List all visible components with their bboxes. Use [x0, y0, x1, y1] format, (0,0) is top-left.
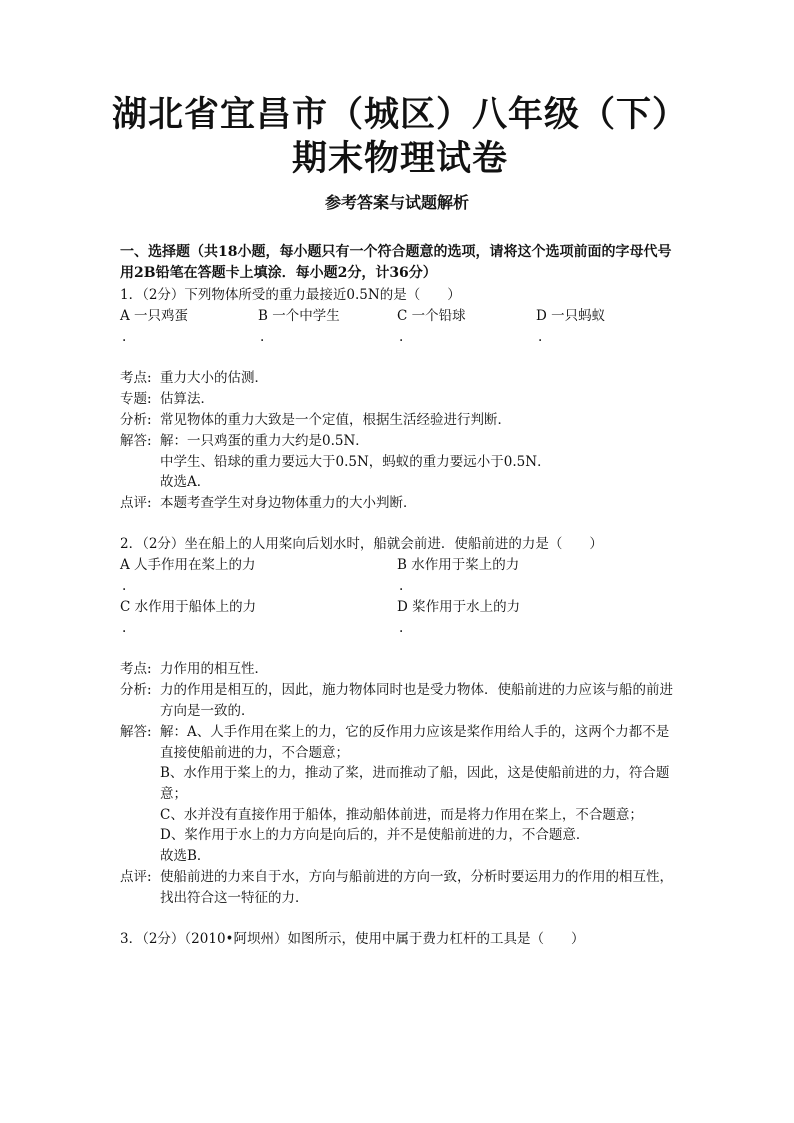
question-1-stem: 1．（2分）下列物体所受的重力最接近0.5N的是（ ） — [120, 287, 461, 303]
zhuanti-label: 专题: — [120, 391, 152, 407]
q2-jieda-line-5: 故选B． — [160, 848, 211, 864]
dianping-label: 点评: — [120, 495, 152, 511]
q1-option-a-dot: . — [122, 329, 127, 345]
kaodian-text: 重力大小的估测． — [160, 370, 268, 386]
q1-fenxi — [120, 410, 680, 431]
fenxi-label: 分析: — [120, 412, 152, 428]
question-2-stem: 2．（2分）坐在船上的人用桨向后划水时，船就会前进．使船前进的力是（ ） — [120, 536, 603, 552]
q2-dianping — [120, 867, 680, 908]
jieda-label: 解答: — [120, 724, 152, 740]
q2-option-c: C 水作用于船体上的力 — [120, 599, 257, 615]
section-heading: 一、选择题（共18小题，每小题只有一个符合题意的选项，请将这个选项前面的字母代号用2B铅笔在答题卡上填涂．每小题2分，计36分） — [120, 244, 672, 281]
q1-option-c: C 一个铅球 — [397, 308, 466, 324]
q1-option-b: B 一个中学生 — [258, 308, 340, 324]
zhuanti-text: 估算法． — [160, 391, 214, 407]
q1-kaodian — [120, 368, 680, 389]
q1-option-c-dot: . — [399, 329, 404, 345]
q2-option-a: A 人手作用在桨上的力 — [120, 557, 256, 573]
q2-jieda-line-2: B、水作用于桨上的力，推动了桨，进而推动了船，因此，这是使船前进的力，符合题意； — [160, 765, 670, 802]
page-subtitle: 参考答案与试题解析 — [324, 193, 469, 212]
q1-dianping — [120, 493, 680, 514]
jieda-line-1: 解：A、人手作用在桨上的力，它的反作用力应该是桨作用给人手的，这两个力都不是直接使船前进的力，不合题意； — [160, 724, 670, 761]
q2-option-d: D 桨作用于水上的力 — [397, 599, 521, 615]
q2-option-c-dot: . — [122, 620, 127, 636]
q2-jieda-line-4: D、桨作用于水上的力方向是向后的，并不是使船前进的力，不合题意． — [160, 827, 590, 843]
dianping-text: 本题考查学生对身边物体重力的大小判断． — [160, 495, 417, 511]
q2-jieda — [120, 722, 680, 763]
kaodian-text: 力作用的相互性． — [160, 661, 268, 677]
q1-option-d-dot: . — [538, 329, 543, 345]
q2-option-b: B 水作用于桨上的力 — [397, 557, 520, 573]
dianping-text: 使船前进的力来自于水，方向与船前进的方向一致，分析时要运用力的作用的相互性，找出符合这一特征的力． — [160, 869, 673, 906]
jieda-line-1: 解：一只鸡蛋的重力大约是0.5N． — [160, 433, 369, 449]
q2-kaodian — [120, 659, 680, 680]
q1-option-a: A 一只鸡蛋 — [120, 308, 189, 324]
fenxi-label: 分析: — [120, 682, 152, 698]
page-title: 湖北省宜昌市（城区）八年级（下）期末物理试卷 — [111, 94, 688, 179]
q1-option-d: D 一只蚂蚁 — [536, 308, 606, 324]
q2-option-a-dot: . — [122, 578, 127, 594]
kaodian-label: 考点: — [120, 661, 152, 677]
question-3-stem: 3．（2分）（2010•阿坝州）如图所示，使用中属于费力杠杆的工具是（ ） — [120, 931, 585, 947]
q1-jieda-line-3: 故选A． — [160, 474, 211, 490]
q2-fenxi — [120, 680, 680, 721]
q2-option-b-dot: . — [399, 578, 404, 594]
q2-jieda-line-3: C、水并没有直接作用于船体，推动船体前进，而是将力作用在桨上，不合题意； — [160, 807, 643, 823]
jieda-label: 解答: — [120, 433, 152, 449]
fenxi-text: 常见物体的重力大致是一个定值，根据生活经验进行判断． — [160, 412, 511, 428]
dianping-label: 点评: — [120, 869, 152, 885]
q1-option-b-dot: . — [260, 329, 265, 345]
q1-jieda — [120, 431, 680, 452]
q1-jieda-line-2: 中学生、铅球的重力要远大于0.5N，蚂蚁的重力要远小于0.5N． — [160, 454, 551, 470]
kaodian-label: 考点: — [120, 370, 152, 386]
q1-zhuanti — [120, 389, 680, 410]
q2-option-d-dot: . — [399, 620, 404, 636]
fenxi-text: 力的作用是相互的，因此，施力物体同时也是受力物体．使船前进的力应该与船的前进方向是一致的． — [160, 682, 673, 719]
